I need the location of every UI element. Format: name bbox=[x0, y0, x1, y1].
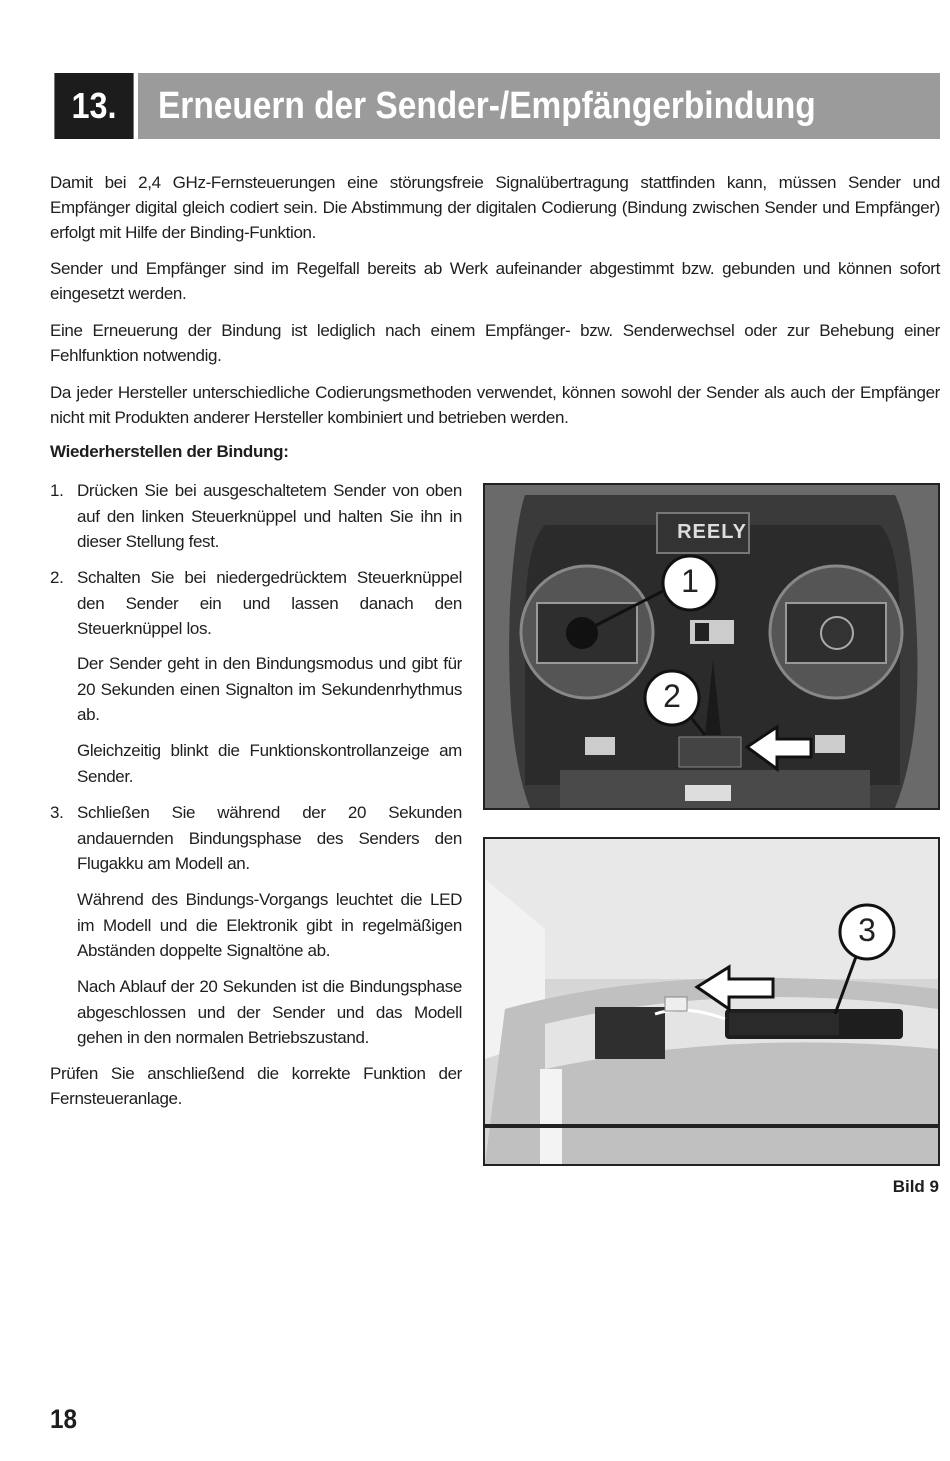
step-text: Schließen Sie während der 20 Sekunden andauernden Bindungsphase des Senders den Flugakku am Modell an. bbox=[77, 803, 462, 873]
model-photo bbox=[483, 837, 940, 1166]
step-2-note-b bbox=[50, 738, 462, 789]
step-2 bbox=[50, 565, 462, 642]
step-text: Der Sender geht in den Bindungsmodus und gibt für 20 Sekunden einen Signalton im Sekundenrhythmus ab. bbox=[77, 654, 462, 724]
figure-caption: Bild 9 bbox=[892, 1177, 939, 1196]
step-text: Während des Bindungs-Vorgangs leuchtet die LED im Modell und die Elektronik gibt in regelmäßigen Abständen doppelte Signaltöne ab. bbox=[77, 890, 462, 960]
step-number: 1. bbox=[50, 481, 64, 500]
step-text: Drücken Sie bei ausgeschaltetem Sender von oben auf den linken Steuerknüppel und halten Sie ihn in dieser Stellung fest. bbox=[77, 481, 462, 551]
compat-paragraph: Da jeder Hersteller unterschiedliche Codierungsmethoden verwendet, können sowohl der Sender als auch der Empfänger nicht mit Produkten anderer Hersteller kombiniert und betrieben werden. bbox=[50, 383, 940, 427]
closing-paragraph bbox=[50, 1061, 462, 1111]
step-1 bbox=[50, 478, 462, 555]
step-text: Nach Ablauf der 20 Sekunden ist die Bindungsphase abgeschlossen und der Sender und das Modell gehen in den normalen Betriebszustand. bbox=[77, 977, 462, 1047]
page-number: 18 bbox=[50, 1404, 78, 1434]
step-text: Gleichzeitig blinkt die Funktionskontrollanzeige am Sender. bbox=[77, 741, 462, 786]
section-number: 13. bbox=[54, 73, 133, 139]
callout-2: 2 bbox=[663, 678, 681, 714]
brand-logo: REELY bbox=[677, 521, 747, 543]
section-title: Erneuern der Sender-/Empfängerbindung bbox=[158, 85, 816, 127]
step-3-note-a bbox=[50, 887, 462, 964]
section-header bbox=[50, 73, 940, 139]
callout-3: 3 bbox=[858, 912, 876, 948]
callout-1: 1 bbox=[681, 563, 699, 599]
step-2-note-a bbox=[50, 651, 462, 728]
renewal-paragraph: Eine Erneuerung der Bindung ist lediglich nach einem Empfänger- bzw. Senderwechsel oder zur Behebung einer Fehlfunktion notwendig. bbox=[50, 321, 940, 365]
transmitter-photo bbox=[483, 483, 940, 810]
step-3 bbox=[50, 800, 462, 877]
step-3-note-b bbox=[50, 974, 462, 1051]
step-text: Schalten Sie bei niedergedrücktem Steuerknüppel den Sender ein und lassen danach den Steuerknüppel los. bbox=[77, 568, 462, 638]
closing-text: Prüfen Sie anschließend die korrekte Funktion der Fernsteueranlage. bbox=[50, 1064, 462, 1108]
model-illustration bbox=[485, 839, 938, 1164]
factory-paragraph: Sender und Empfänger sind im Regelfall bereits ab Werk aufeinander abgestimmt bzw. gebunden und können sofort eingesetzt werden. bbox=[50, 259, 940, 303]
step-number: 3. bbox=[50, 803, 64, 822]
intro-paragraph: Damit bei 2,4 GHz-Fernsteuerungen eine störungsfreie Signalübertragung stattfinden kann, müssen Sender und Empfänger digital gleich codiert sein. Die Abstimmung der digitalen Codierung (Bindung zwischen Sender und Empfänger) erfolgt mit Hilfe der Binding-Funktion. bbox=[50, 173, 940, 242]
step-number: 2. bbox=[50, 568, 64, 587]
subheading: Wiederherstellen der Bindung: bbox=[50, 442, 289, 461]
